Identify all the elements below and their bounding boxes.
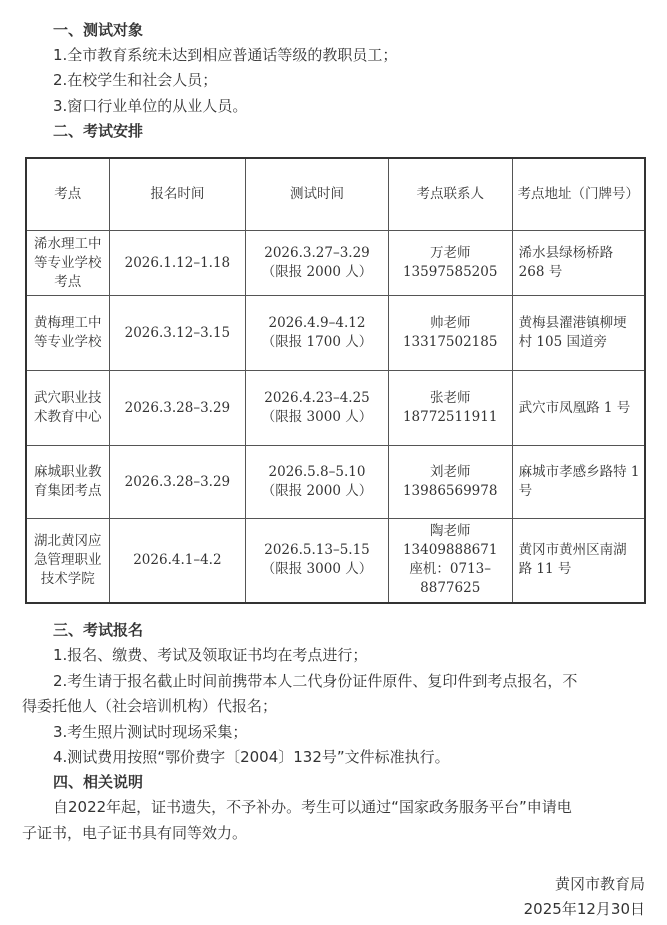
cell-site: 武穴职业技术教育中心 xyxy=(26,371,109,446)
footer-org: 黄冈市教育局 xyxy=(554,875,645,893)
table-header-row xyxy=(26,158,645,231)
test-date: 2026.5.8–5.10 xyxy=(268,464,366,480)
s3-item-1: 1.报名、缴费、考试及领取证书均在考点进行； xyxy=(53,646,368,664)
cell-addr: 浠水县绿杨桥路 268 号 xyxy=(512,231,645,296)
header-contact: 考点联系人 xyxy=(388,158,512,231)
s3-item-2: 2.考生请于报名截止时间前携带本人二代身份证件原件、复印件到考点报名，不 xyxy=(53,672,578,690)
contact-name: 帅老师 xyxy=(429,315,471,331)
cell-site: 浠水理工中等专业学校考点 xyxy=(26,231,109,296)
test-quota: （限报 3000 人） xyxy=(261,409,373,425)
contact-landline: 座机：0713–8877625 xyxy=(409,561,492,597)
test-quota: （限报 3000 人） xyxy=(261,561,373,578)
schedule-table xyxy=(25,157,646,604)
s4-line-2: 子证书，电子证书具有同等效力。 xyxy=(22,824,248,842)
section-2-title: 二、考试安排 xyxy=(53,122,144,140)
header-test: 测试时间 xyxy=(246,158,389,231)
cell-site: 湖北黄冈应急管理职业技术学院 xyxy=(26,519,109,603)
section-3-title: 三、考试报名 xyxy=(53,621,144,639)
test-quota: （限报 1700 人） xyxy=(261,334,373,350)
test-date: 2026.4.23–4.25 xyxy=(264,390,370,406)
cell-contact xyxy=(388,231,512,296)
cell-contact xyxy=(388,519,512,603)
cell-contact xyxy=(388,371,512,446)
contact-name: 刘老师 xyxy=(429,464,471,480)
contact-phone: 13986569978 xyxy=(402,483,498,499)
test-date: 2026.3.27–3.29 xyxy=(264,245,370,261)
cell-addr: 黄冈市黄州区南湖路 11 号 xyxy=(512,519,645,603)
contact-phone: 13597585205 xyxy=(402,264,498,280)
test-quota: （限报 2000 人） xyxy=(261,264,373,280)
table-row xyxy=(26,446,645,519)
contact-phone: 18772511911 xyxy=(402,409,498,425)
cell-test xyxy=(246,231,389,296)
cell-test xyxy=(246,446,389,519)
table-row xyxy=(26,519,645,603)
footer-date: 2025年12月30日 xyxy=(523,900,645,918)
table-row xyxy=(26,231,645,296)
cell-reg: 2026.3.28–3.29 xyxy=(109,371,246,446)
test-date: 2026.5.13–5.15 xyxy=(264,542,370,559)
cell-addr: 黄梅县濯港镇柳埂村 105 国道旁 xyxy=(512,296,645,371)
cell-reg: 2026.4.1–4.2 xyxy=(109,519,246,603)
contact-phone: 13409888671 xyxy=(402,542,498,559)
contact-name: 万老师 xyxy=(429,245,471,261)
contact-name: 陶老师 xyxy=(429,523,471,540)
section-1-title: 一、测试对象 xyxy=(53,21,144,39)
cell-reg: 2026.3.12–3.15 xyxy=(109,296,246,371)
s1-item-3: 3.窗口行业单位的从业人员。 xyxy=(53,97,248,115)
contact-name: 张老师 xyxy=(429,390,471,406)
header-site: 考点 xyxy=(26,158,109,231)
s4-line-1: 自2022年起，证书遗失，不予补办。考生可以通过“国家政务服务平台”申请电 xyxy=(53,798,572,816)
test-quota: （限报 2000 人） xyxy=(261,483,373,499)
s1-item-2: 2.在校学生和社会人员； xyxy=(53,71,218,89)
s3-item-2-cont: 得委托他人（社会培训机构）代报名； xyxy=(22,697,278,715)
cell-test xyxy=(246,519,389,603)
s3-item-3: 3.考生照片测试时现场采集； xyxy=(53,723,248,741)
table-row xyxy=(26,296,645,371)
table-row xyxy=(26,371,645,446)
cell-addr: 武穴市凤凰路 1 号 xyxy=(512,371,645,446)
cell-contact xyxy=(388,296,512,371)
test-date: 2026.4.9–4.12 xyxy=(268,315,366,331)
section-4-title: 四、相关说明 xyxy=(53,773,144,791)
header-reg: 报名时间 xyxy=(109,158,246,231)
contact-phone: 13317502185 xyxy=(402,334,498,350)
cell-test xyxy=(246,371,389,446)
cell-test xyxy=(246,296,389,371)
cell-addr: 麻城市孝感乡路特 1 号 xyxy=(512,446,645,519)
cell-reg: 2026.1.12–1.18 xyxy=(109,231,246,296)
cell-site: 黄梅理工中等专业学校 xyxy=(26,296,109,371)
header-addr: 考点地址（门牌号） xyxy=(512,158,645,231)
s3-item-4: 4.测试费用按照“鄂价费字〔2004〕132号”文件标准执行。 xyxy=(53,748,450,766)
cell-site: 麻城职业教育集团考点 xyxy=(26,446,109,519)
cell-contact xyxy=(388,446,512,519)
s1-item-1: 1.全市教育系统未达到相应普通话等级的教职员工； xyxy=(53,46,398,64)
cell-reg: 2026.3.28–3.29 xyxy=(109,446,246,519)
